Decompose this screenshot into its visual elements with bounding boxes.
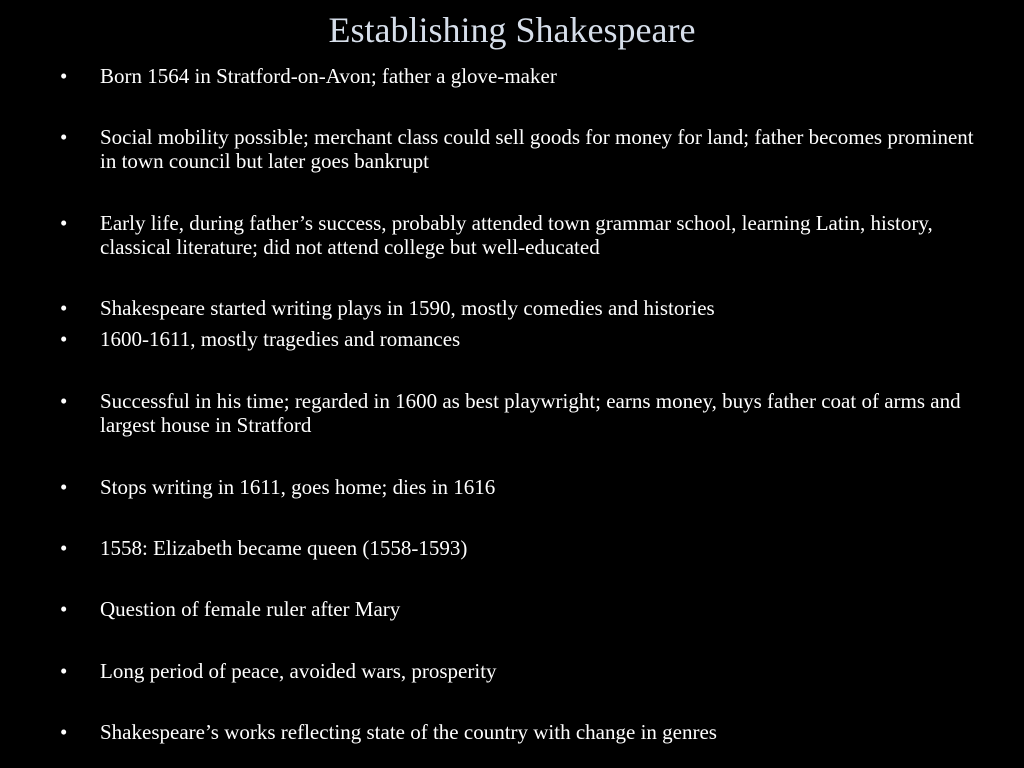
bullet-text: Long period of peace, avoided wars, prosperity <box>100 659 497 683</box>
bullet-marker: • <box>60 659 68 683</box>
bullet-marker: • <box>60 720 68 744</box>
bullet-item <box>60 597 980 621</box>
bullet-marker: • <box>60 597 68 621</box>
bullet-text: Early life, during father’s success, probably attended town grammar school, learning Latin, history, classical literature; did not attend college but well-educated <box>100 211 933 259</box>
bullet-marker: • <box>60 536 68 560</box>
bullet-text: Question of female ruler after Mary <box>100 597 401 621</box>
bullet-item <box>60 536 980 560</box>
bullet-marker: • <box>60 327 68 351</box>
bullet-text: Social mobility possible; merchant class could sell goods for money for land; father becomes prominent in town council but later goes bankrupt <box>100 125 974 173</box>
bullet-item <box>60 211 980 259</box>
bullet-item <box>60 389 980 437</box>
slide-title: Establishing Shakespeare <box>328 10 696 50</box>
bullet-item <box>60 720 980 744</box>
bullet-item <box>60 475 980 499</box>
bullet-item <box>60 64 980 88</box>
bullet-text: 1600-1611, mostly tragedies and romances <box>100 327 461 351</box>
bullet-marker: • <box>60 211 68 235</box>
bullet-marker: • <box>60 64 68 88</box>
bullet-marker: • <box>60 389 68 413</box>
bullet-item <box>60 125 980 173</box>
bullet-item <box>60 296 980 320</box>
bullet-text: Born 1564 in Stratford-on-Avon; father a glove-maker <box>100 64 557 88</box>
bullet-marker: • <box>60 296 68 320</box>
bullet-marker: • <box>60 125 68 149</box>
bullet-text: Successful in his time; regarded in 1600 as best playwright; earns money, buys father coat of arms and largest house in Stratford <box>100 389 961 437</box>
bullet-marker: • <box>60 475 68 499</box>
bullet-text: Shakespeare started writing plays in 1590, mostly comedies and histories <box>100 296 715 320</box>
bullet-item <box>60 327 980 351</box>
bullet-text: Stops writing in 1611, goes home; dies in 1616 <box>100 475 496 499</box>
bullet-item <box>60 659 980 683</box>
bullet-text: 1558: Elizabeth became queen (1558-1593) <box>100 536 468 560</box>
bullet-text: Shakespeare’s works reflecting state of the country with change in genres <box>100 720 717 744</box>
